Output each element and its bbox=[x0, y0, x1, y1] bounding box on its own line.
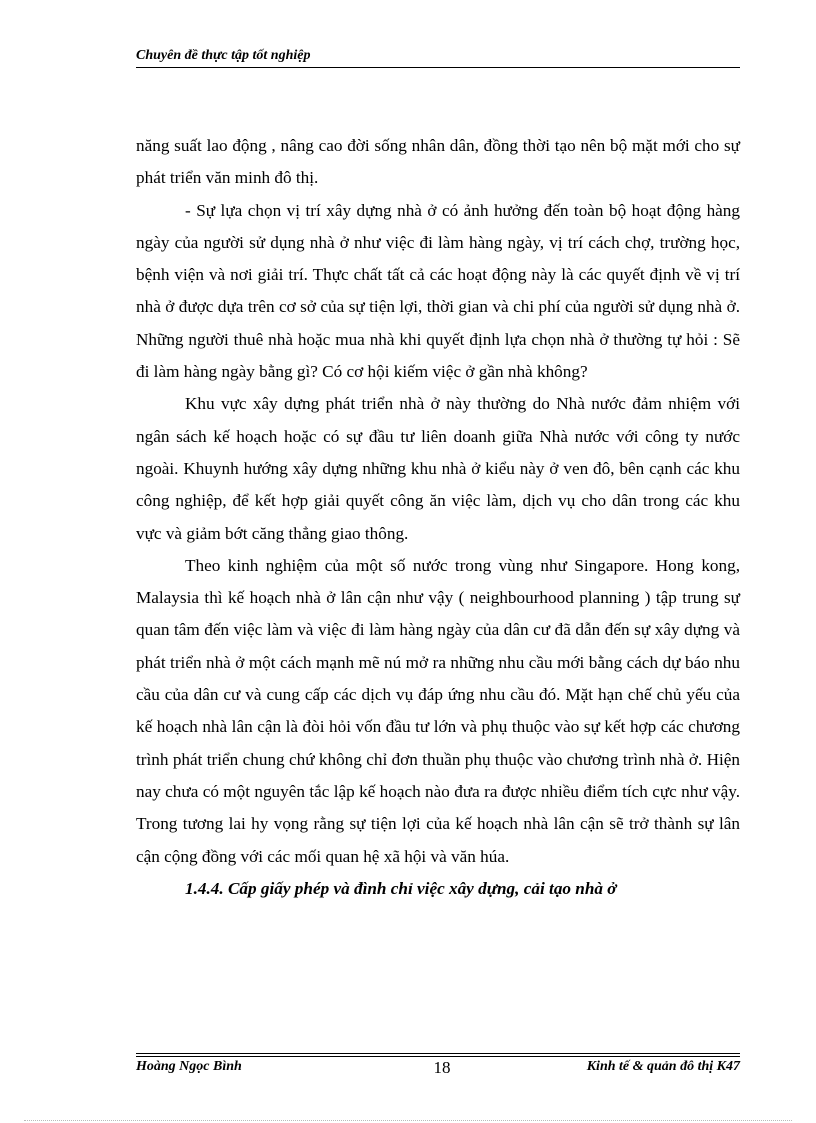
page-number: 18 bbox=[433, 1058, 451, 1077]
footer-department: Kinh tế & quản đô thị K47 bbox=[586, 1059, 740, 1074]
paragraph: - Sự lựa chọn vị trí xây dựng nhà ở có ảnh hưởng đến toàn bộ hoạt động hàng ngày của người sử dụng nhà ở như việc đi làm hàng ngày, vị trí cách chợ, trường học, bệnh viện và nơi giải trí. Thực chất tất cả các hoạt động này là các quyết định về vị trí nhà ở được dựa trên cơ sở của sự tiện lợi, thời gian và chi phí của người sử dụng nhà ở. Những người thuê nhà hoặc mua nhà khi quyết định lựa chọn nhà ở thường tự hỏi : Sẽ đi làm hàng ngày bằng gì? Có cơ hội kiếm việc ở gần nhà không? bbox=[136, 200, 740, 382]
paragraph: năng suất lao động , nâng cao đời sống nhân dân, đồng thời tạo nên bộ mặt mới cho sự phát triển văn minh đô thị. bbox=[136, 136, 740, 188]
page-edge-dots bbox=[24, 1120, 792, 1121]
running-header: Chuyên đề thực tập tốt nghiệp bbox=[136, 48, 311, 63]
footer-author: Hoàng Ngọc Bình bbox=[136, 1059, 242, 1074]
paragraph: Theo kinh nghiệm của một số nước trong vùng như Singapore. Hong kong, Malaysia thì kế hoạch nhà ở lân cận như vậy ( neighbourhood planning ) tập trung sự quan tâm đến việc làm và việc đi làm hàng ngày của dân cư đã dẫn đến sự xây dựng và phát triển nhà ở một cách mạnh mẽ nú mở ra những nhu cầu mới bằng cách dự báo nhu cầu của dân cư và cung cấp các dịch vụ đáp ứng nhu cầu đó. Mặt hạn chế chủ yếu của kế hoạch nhà lân cận là đòi hỏi vốn đầu tư lớn và phụ thuộc vào sự kết hợp các chương trình phát triển chung chứ không chỉ đơn thuần phụ thuộc vào chương trình nhà ở. Hiện nay chưa có một nguyên tắc lập kế hoạch nào đưa ra được nhiều điểm tích cực như vậy. Trong tương lai hy vọng rằng sự tiện lợi của kế hoạch nhà lân cận sẽ trở thành sự lân cận cộng đồng với các mối quan hệ xã hội và văn húa. bbox=[136, 555, 740, 866]
section-heading: 1.4.4. Cấp giấy phép và đình chỉ việc xây dựng, cải tạo nhà ở bbox=[185, 878, 617, 898]
body-text bbox=[136, 130, 740, 905]
paragraph: Khu vực xây dựng phát triển nhà ở này thường do Nhà nước đảm nhiệm với ngân sách kế hoạch hoặc có sự đầu tư liên doanh giữa Nhà nước với công ty nước ngoài. Khuynh hướng xây dựng những khu nhà ở kiểu này ở ven đô, bên cạnh các khu công nghiệp, để kết hợp giải quyết công ăn việc làm, dịch vụ cho dân trong các khu vực và giảm bớt căng thẳng giao thông. bbox=[136, 394, 740, 543]
footer-rule bbox=[136, 1053, 740, 1054]
header-rule bbox=[136, 67, 740, 68]
footer-rule bbox=[136, 1056, 740, 1057]
